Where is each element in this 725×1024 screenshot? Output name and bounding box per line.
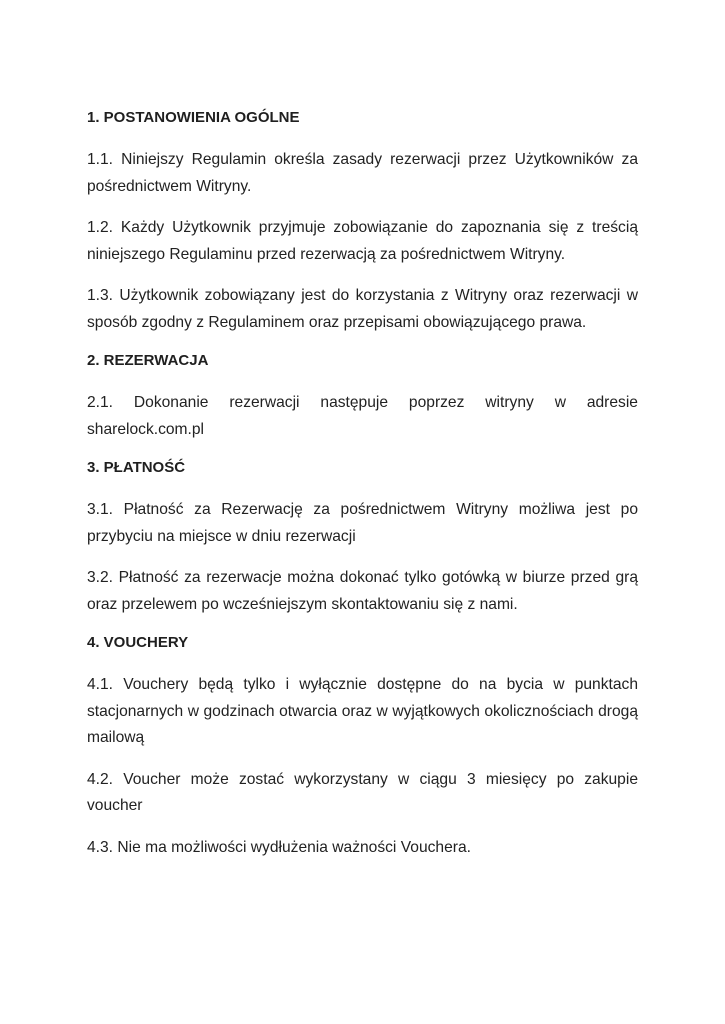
section-heading-vouchers: 4. VOUCHERY <box>87 634 189 651</box>
paragraph-4-3: 4.3. Nie ma możliwości wydłużenia ważności Vouchera. <box>87 838 471 856</box>
paragraph-4-2: 4.2. Voucher może zostać wykorzystany w ciągu 3 miesięcy po zakupie voucher <box>87 770 638 814</box>
paragraph-3-1: 3.1. Płatność za Rezerwację za pośrednictwem Witryny możliwa jest po przybyciu na miejsce w dniu rezerwacji <box>87 501 638 545</box>
paragraph-1-1: 1.1. Niniejszy Regulamin określa zasady rezerwacji przez Użytkowników za pośrednictwem Witryny. <box>87 151 638 195</box>
paragraph-2-1: 2.1. Dokonanie rezerwacji następuje poprzez witryny w adresie sharelock.com.pl <box>87 394 638 438</box>
document-page <box>87 108 638 876</box>
paragraph-4-1: 4.1. Vouchery będą tylko i wyłącznie dostępne do na bycia w punktach stacjonarnych w godzinach otwarcia oraz w wyjątkowych okolicznościach drogą mailową <box>87 676 638 746</box>
paragraph-3-2: 3.2. Płatność za rezerwacje można dokonać tylko gotówką w biurze przed grą oraz przelewem po wcześniejszym skontaktowaniu się z nami. <box>87 569 638 613</box>
paragraph-1-3: 1.3. Użytkownik zobowiązany jest do korzystania z Witryny oraz rezerwacji w sposób zgodny z Regulaminem oraz przepisami obowiązującego prawa. <box>87 287 638 331</box>
paragraph-1-2: 1.2. Każdy Użytkownik przyjmuje zobowiązanie do zapoznania się z treścią niniejszego Regulaminu przed rezerwacją za pośrednictwem Witryny. <box>87 219 638 263</box>
section-heading-general-provisions: 1. POSTANOWIENIA OGÓLNE <box>87 109 300 126</box>
section-heading-payment: 3. PŁATNOŚĆ <box>87 459 186 476</box>
section-heading-reservation: 2. REZERWACJA <box>87 352 209 369</box>
